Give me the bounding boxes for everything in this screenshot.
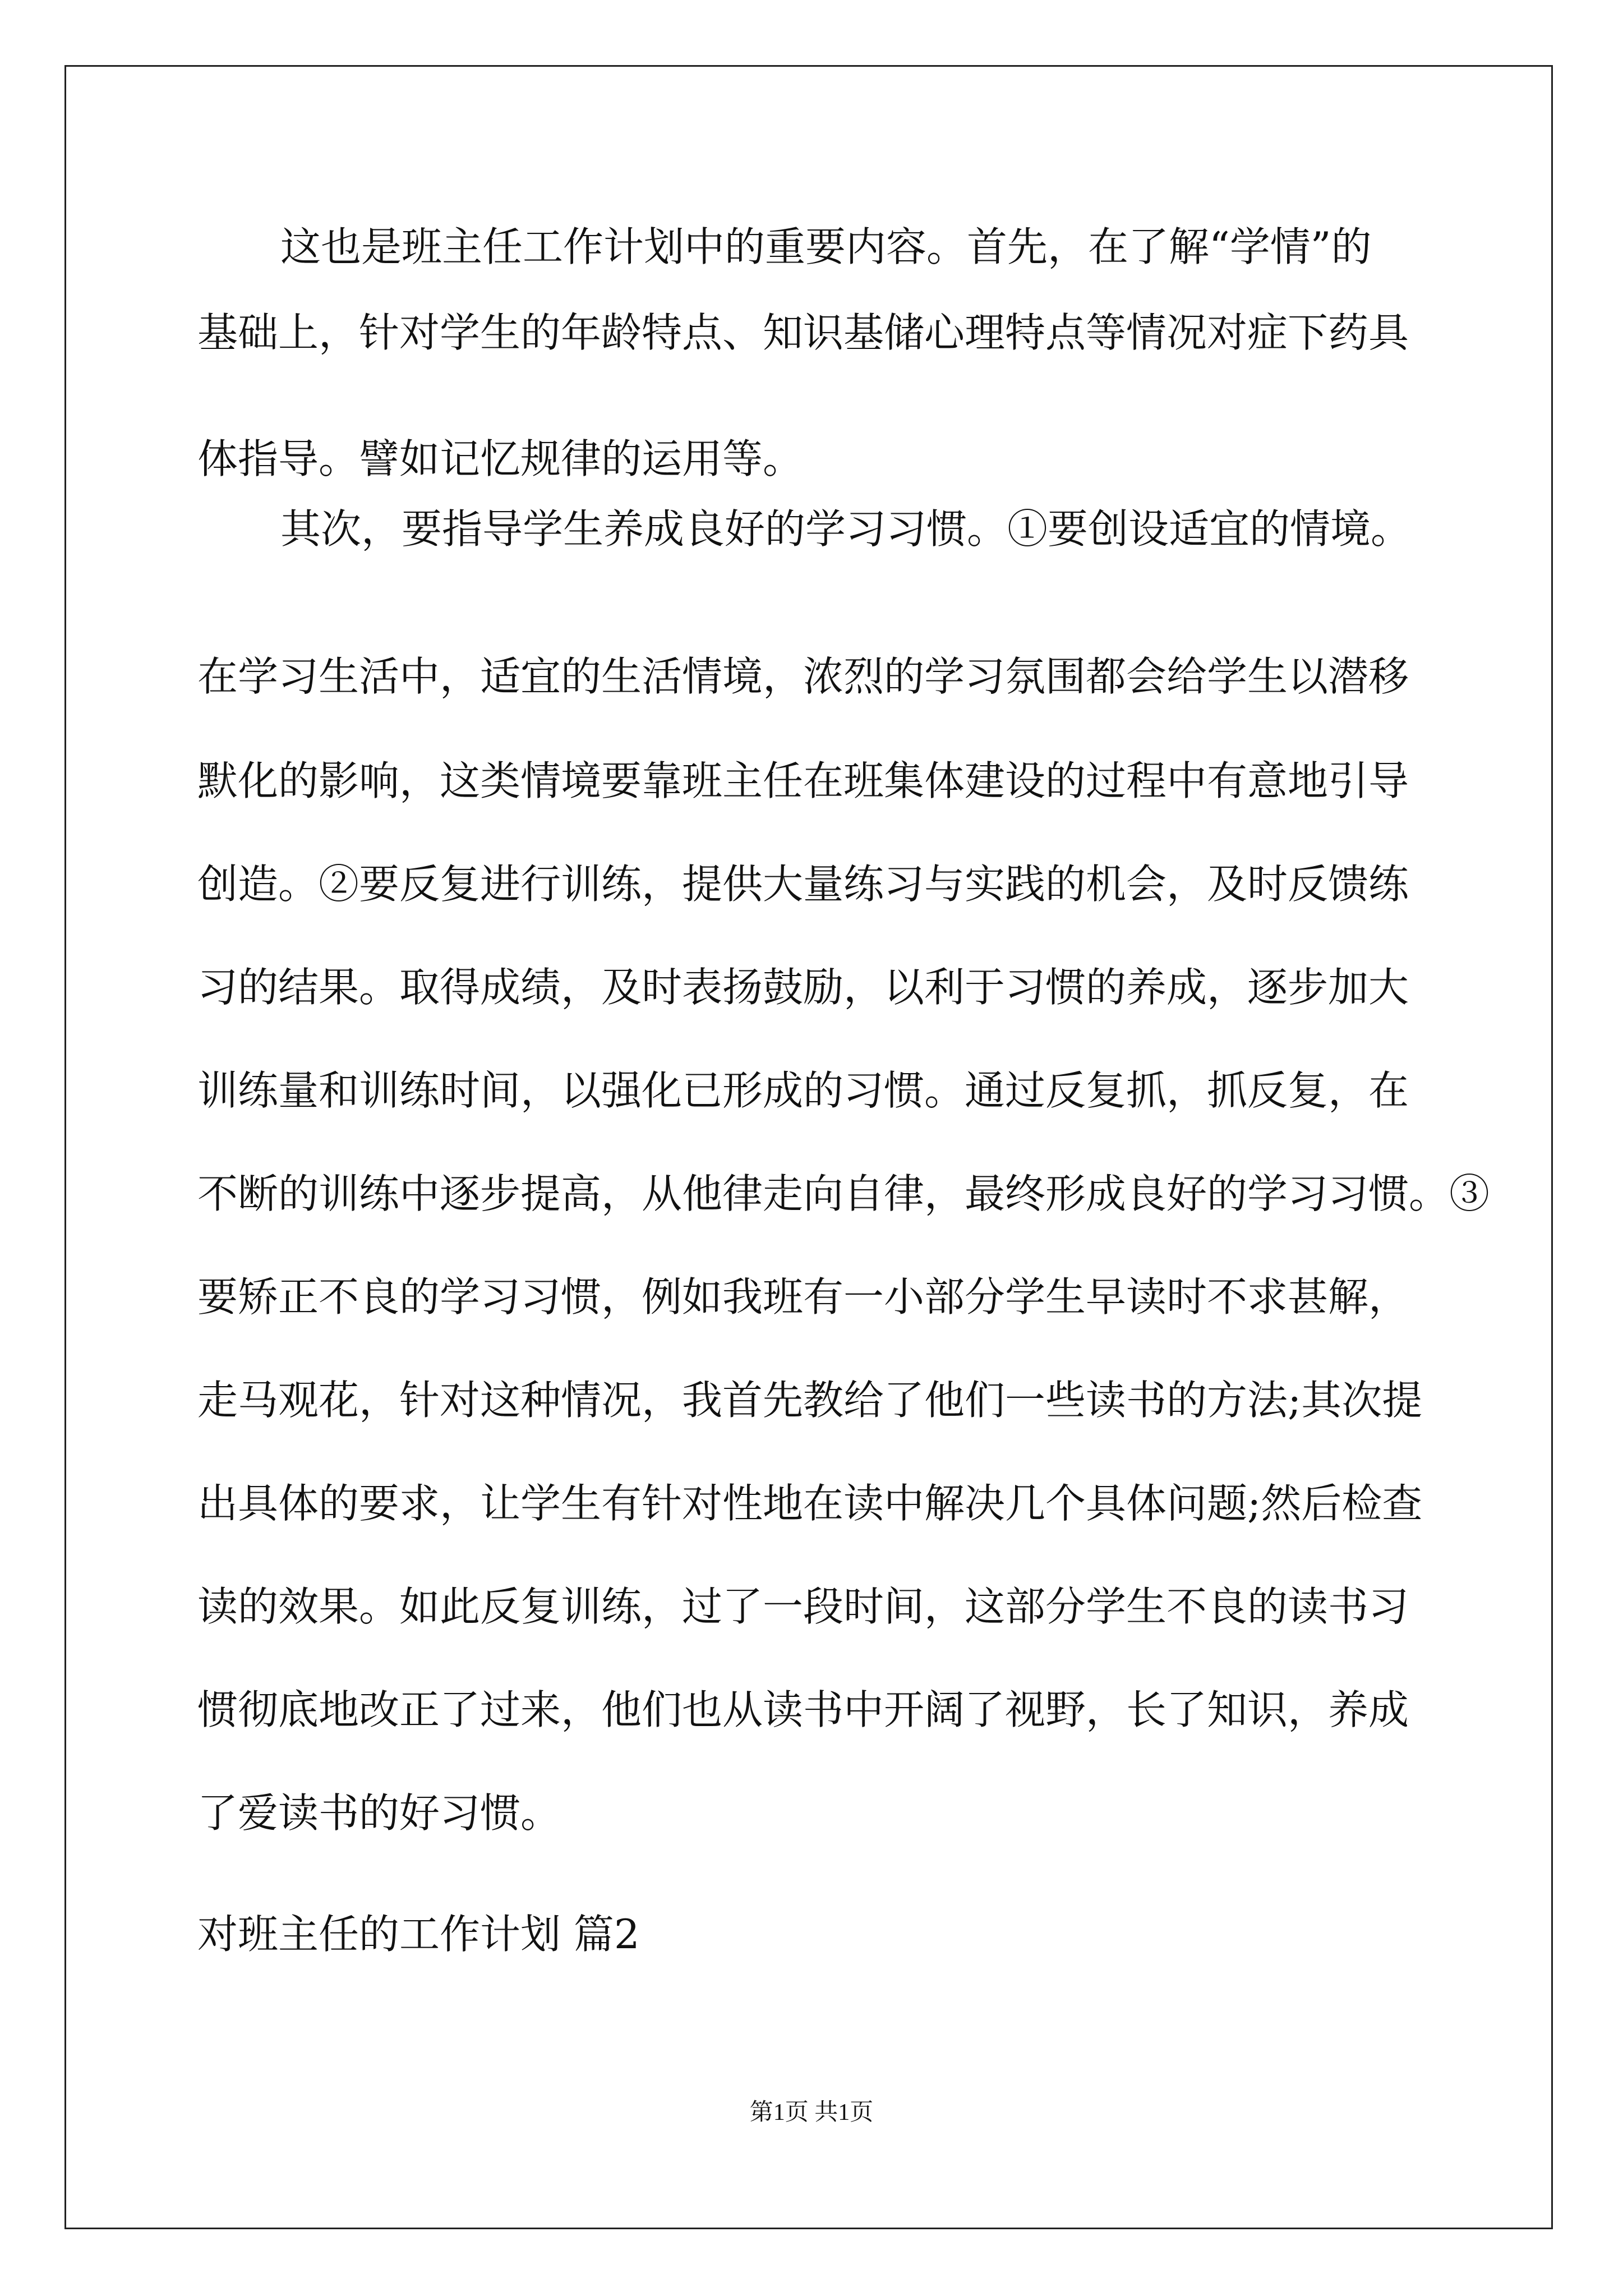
paragraph-2-line-3: 默化的影响，这类情境要靠班主任在班集体建设的过程中有意地引导 [197, 757, 1409, 804]
paragraph-1-line-1: 这也是班主任工作计划中的重要内容。首先，在了解“学情”的 [280, 223, 1372, 270]
paragraph-2-line-2: 在学习生活中，适宜的生活情境，浓烈的学习氛围都会给学生以潜移 [197, 653, 1409, 700]
paragraph-2-line-11: 读的效果。如此反复训练，过了一段时间，这部分学生不良的读书习 [197, 1583, 1409, 1630]
paragraph-2-line-5: 习的结果。取得成绩，及时表扬鼓励，以利于习惯的养成，逐步加大 [197, 964, 1409, 1011]
paragraph-2-line-10: 出具体的要求，让学生有针对性地在读中解决几个具体问题;然后检查 [197, 1480, 1423, 1527]
paragraph-1-line-3: 体指导。譬如记忆规律的运用等。 [197, 435, 804, 482]
paragraph-2-line-13: 了爱读书的好习惯。 [197, 1789, 561, 1837]
paragraph-1-line-2: 基础上，针对学生的年龄特点、知识基储心理特点等情况对症下药具 [197, 309, 1409, 356]
paragraph-2-line-6: 训练量和训练时间，以强化已形成的习惯。通过反复抓，抓反复，在 [197, 1067, 1409, 1114]
paragraph-2-line-8: 要矫正不良的学习习惯，例如我班有一小部分学生早读时不求甚解， [197, 1273, 1409, 1320]
paragraph-2-line-4: 创造。②要反复进行训练，提供大量练习与实践的机会，及时反馈练 [197, 861, 1409, 908]
paragraph-2-line-1: 其次，要指导学生养成良好的学习习惯。①要创设适宜的情境。 [280, 505, 1412, 553]
page-border [64, 65, 1553, 2229]
paragraph-2-line-7: 不断的训练中逐步提高，从他律走向自律，最终形成良好的学习习惯。③ [197, 1170, 1490, 1217]
page-footer: 第1页 共1页 [749, 2100, 874, 2125]
paragraph-2-line-9: 走马观花，针对这种情况，我首先教给了他们一些读书的方法;其次提 [197, 1377, 1423, 1424]
paragraph-2-line-12: 惯彻底地改正了过来，他们也从读书中开阔了视野，长了知识，养成 [197, 1686, 1409, 1733]
section-heading: 对班主任的工作计划 篇2 [197, 1911, 640, 1958]
